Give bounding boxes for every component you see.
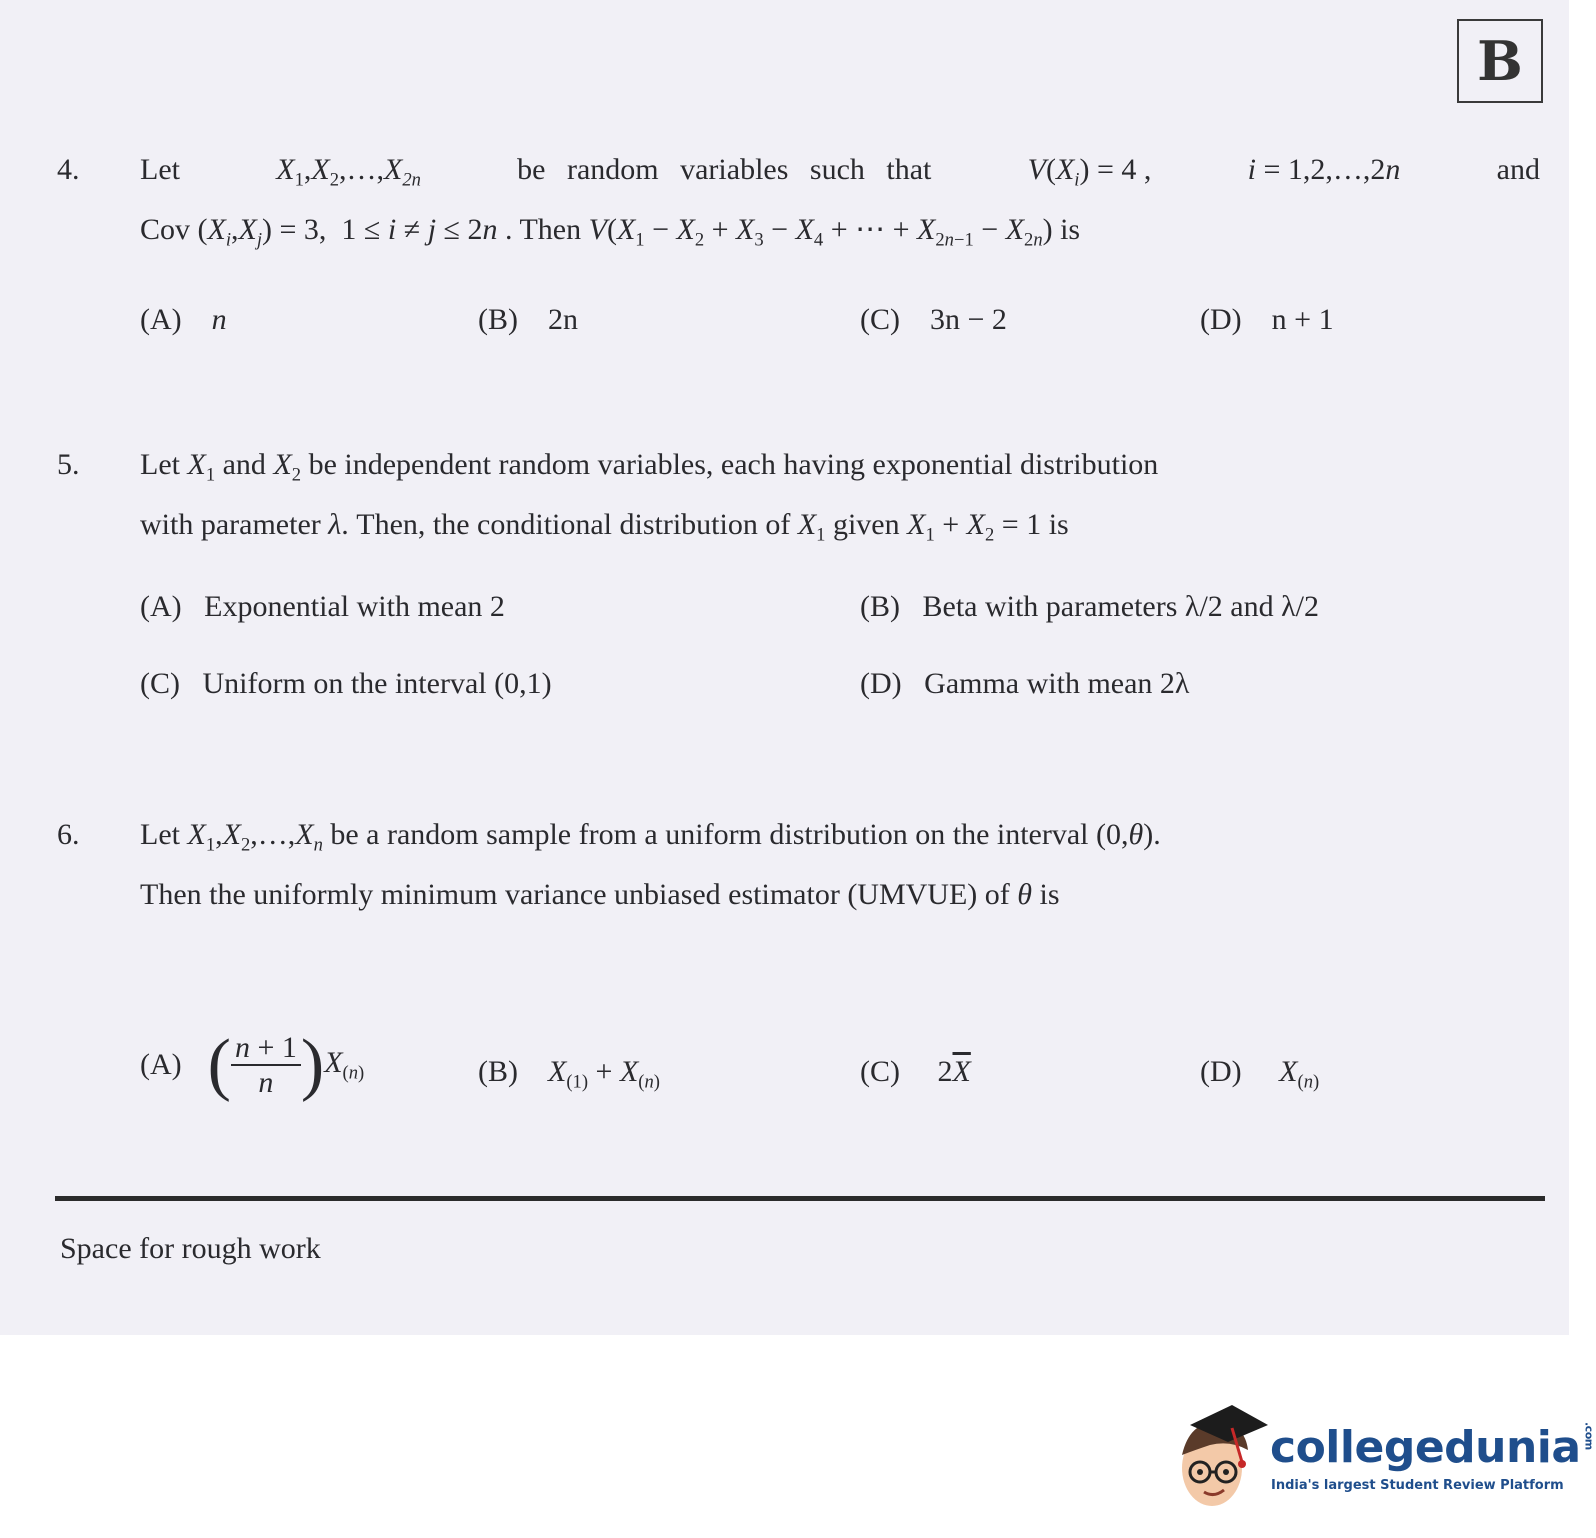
brand-text: collegedunia xyxy=(1270,1422,1581,1473)
q4-line-1 xyxy=(140,140,1540,200)
q6-option-a-label: (A) xyxy=(140,1048,182,1081)
q5-option-d-text: Gamma with mean 2λ xyxy=(924,667,1190,700)
q5-option-c[interactable] xyxy=(140,667,552,701)
q6-option-c[interactable] xyxy=(860,1055,971,1089)
set-label: B xyxy=(1477,29,1523,93)
q6-line-1: Let $X_1,X_2,\dots,X_n$ be a random sample from a uniform distribution on the interval (0,θ). xyxy=(140,818,1161,856)
q6-option-a[interactable] xyxy=(140,1026,365,1103)
brand-tagline: India's largest Student Review Platform xyxy=(1271,1478,1564,1493)
q6-line-1-text: be a random sample from a uniform distribution on the interval xyxy=(330,818,1089,851)
brand-name xyxy=(1270,1422,1596,1473)
q6-option-c-label: (C) xyxy=(860,1055,900,1088)
q6-option-d-label: (D) xyxy=(1200,1055,1242,1088)
q6-option-a-formula: ( $\frac{n + 1}{n}$ )$X_{(n)}$ xyxy=(207,1026,365,1103)
q4-number: 4. xyxy=(57,153,80,186)
q5-option-a[interactable] xyxy=(140,590,505,624)
q5-option-b-text: Beta with parameters λ/2 and λ/2 xyxy=(922,590,1319,623)
q5-option-a-text: Exponential with mean 2 xyxy=(204,590,505,623)
collegedunia-logo xyxy=(1170,1400,1596,1530)
q5-option-c-text: Uniform on the interval (0,1) xyxy=(202,667,552,700)
brand-domain: .com xyxy=(1582,1422,1596,1450)
q4-variance-eq: $V(X_i) = 4$ , xyxy=(1027,153,1152,191)
q6-option-c-formula: $2\overline{X}$ xyxy=(937,1055,971,1088)
q5-option-d-label: (D) xyxy=(860,667,902,700)
q4-and: and xyxy=(1496,153,1540,186)
q6-number: 6. xyxy=(57,818,80,851)
q6-line-2-text: Then the uniformly minimum variance unbiased estimator (UMVUE) of xyxy=(140,878,1010,911)
q4-be-text: be random variables such that xyxy=(517,153,932,186)
q5-line-2c: given xyxy=(832,508,900,541)
q5-number: 5. xyxy=(57,448,80,481)
set-label-box xyxy=(1457,19,1543,103)
q4-vars: $X_1,X_2,\dots,X_{2n}$ xyxy=(276,153,421,191)
q6-option-b-formula: $X_{(1)} + X_{(n)}$ xyxy=(548,1055,660,1093)
q4-option-b[interactable] xyxy=(478,303,578,337)
q4-index-range: i = 1,2,…,2n xyxy=(1247,153,1401,186)
q4-option-c-label: (C) xyxy=(860,303,900,336)
q6-option-d-formula: $X_{(n)}$ xyxy=(1279,1055,1320,1093)
q4-option-c[interactable] xyxy=(860,303,1007,337)
q5-option-b[interactable] xyxy=(860,590,1319,624)
q4-option-a-text: n xyxy=(211,303,227,336)
q4-option-b-text: 2n xyxy=(548,303,578,336)
q4-option-d-text: n + 1 xyxy=(1271,303,1334,336)
q6-option-b-label: (B) xyxy=(478,1055,518,1088)
q5-option-b-label: (B) xyxy=(860,590,900,623)
q4-option-b-label: (B) xyxy=(478,303,518,336)
q4-option-a[interactable] xyxy=(140,303,227,337)
q5-line-1: Let $X_1$ and $X_2$ be independent random variables, each having exponential distribution xyxy=(140,448,1159,486)
q5-line-2d: = 1 is xyxy=(1001,508,1069,541)
q5-option-d[interactable] xyxy=(860,667,1189,701)
q5-line-1-text: be independent random variables, each having exponential distribution xyxy=(308,448,1159,481)
mascot-icon xyxy=(1170,1400,1270,1525)
q5-line-2a: with parameter xyxy=(140,508,321,541)
q4-cov-eq: Cov $(X_i,X_j) = 3$, 1 ≤ i ≠ j ≤ 2n . Then $V(X_1 - X_2 + X_3 - X_4$ + ⋯ + $X_{2n-1} - X_{2n}$) is xyxy=(140,213,1081,251)
q4-option-d-label: (D) xyxy=(1200,303,1242,336)
q5-option-a-label: (A) xyxy=(140,590,182,623)
q4-option-d[interactable] xyxy=(1200,303,1334,337)
q4-line-2 xyxy=(140,200,1080,260)
q5-option-c-label: (C) xyxy=(140,667,180,700)
q4-option-c-text: 3n − 2 xyxy=(930,303,1007,336)
rough-work-label: Space for rough work xyxy=(60,1232,321,1265)
section-divider xyxy=(55,1196,1545,1201)
q4-let: Let xyxy=(140,153,180,186)
q6-option-d[interactable] xyxy=(1200,1055,1320,1093)
q6-line-2-end: is xyxy=(1039,878,1060,911)
q5-line-2b: . Then, the conditional distribution of xyxy=(341,508,791,541)
q6-line-2: Then the uniformly minimum variance unbiased estimator (UMVUE) of θ is xyxy=(140,878,1060,911)
q6-option-b[interactable] xyxy=(478,1055,660,1093)
q4-option-a-label: (A) xyxy=(140,303,182,336)
q5-line-2: with parameter λ. Then, the conditional distribution of $X_1$ given $X_1 + X_2 = 1$ is xyxy=(140,508,1069,546)
